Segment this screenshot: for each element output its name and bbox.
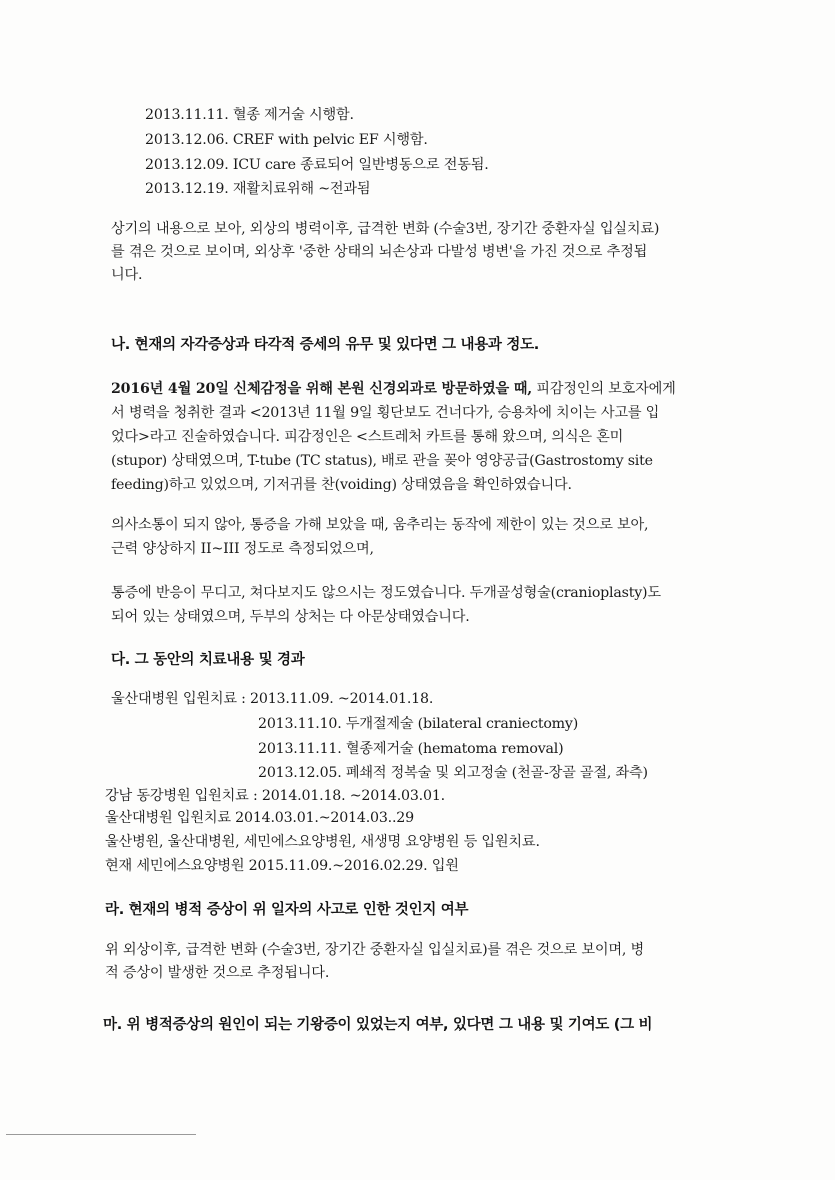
section-na-line: feeding)하고 있었으며, 기저귀를 찬(voiding) 상태였음을 확인하였습니다. (111, 477, 572, 493)
treatment-line: 울산대병원 입원치료 : 2013.11.09. ~2014.01.18. (111, 691, 434, 707)
section-heading-da: 다. 그 동안의 치료내용 및 경과 (111, 652, 305, 668)
section-na-line: 통증에 반응이 무디고, 쳐다보지도 않으시는 정도였습니다. 두개골성형술(cranioplasty)도 (111, 585, 661, 601)
section-na-line: 의사소통이 되지 않아, 통증을 가해 보았을 때, 움추리는 동작에 제한이 있는 것으로 보아, (111, 517, 649, 533)
page-edge-rule (6, 1134, 196, 1135)
treatment-line: 2013.11.10. 두개절제술 (bilateral craniectomy) (258, 716, 579, 732)
section-na-line: 었다>라고 진술하였습니다. 피감정인은 <스트레처 카트를 통해 왔으며, 의식은 혼미 (111, 429, 624, 445)
section-na-line: 되어 있는 상태였으며, 두부의 상처는 다 아문상태였습니다. (111, 609, 470, 625)
visit-date-rest: 피감정인의 보호자에게 (531, 381, 676, 397)
treatment-line: 강남 동강병원 입원치료 : 2014.01.18. ~2014.03.01. (105, 788, 445, 804)
summary-line: 를 겪은 것으로 보이며, 외상후 '중한 상태의 뇌손상과 다발성 병변'을 가진 것으로 추정됩 (111, 244, 648, 260)
section-na-line (111, 378, 676, 398)
history-line: 2013.12.19. 재활치료위해 ~전과됨 (145, 181, 371, 197)
section-na-line: 서 병력을 청취한 결과 <2013년 11월 9일 횡단보도 건너다가, 승용차에 치이는 사고를 입 (111, 405, 660, 421)
section-na-line: (stupor) 상태였으며, T-tube (TC status), 배로 관을 꽂아 영양공급(Gastrostomy site (111, 453, 653, 469)
treatment-line: 2013.12.05. 폐쇄적 정복술 및 외고정술 (천골-장골 골절, 좌측) (258, 765, 648, 781)
section-ra-line: 위 외상이후, 급격한 변화 (수술3번, 장기간 중환자실 입실치료)를 겪은 것으로 보이며, 병 (105, 942, 645, 958)
treatment-line: 현재 세민에스요양병원 2015.11.09.~2016.02.29. 입원 (105, 858, 459, 874)
section-na-line: 근력 양상하지 II~III 정도로 측정되었으며, (111, 541, 374, 557)
treatment-line: 울산병원, 울산대병원, 세민에스요양병원, 새생명 요양병원 등 입원치료. (105, 834, 540, 850)
section-heading-ma: 마. 위 병적증상의 원인이 되는 기왕증이 있었는지 여부, 있다면 그 내용 및 기여도 (그 비 (103, 1017, 653, 1033)
visit-date-bold: 2016년 4월 20일 신체감정을 위해 본원 신경외과로 방문하였을 때, (111, 381, 532, 397)
summary-line: 상기의 내용으로 보아, 외상의 병력이후, 급격한 변화 (수술3번, 장기간 중환자실 입실치료) (111, 221, 660, 237)
section-heading-na: 나. 현재의 자각증상과 타각적 증세의 유무 및 있다면 그 내용과 정도. (111, 337, 539, 353)
section-heading-ra: 라. 현재의 병적 증상이 위 일자의 사고로 인한 것인지 여부 (105, 902, 469, 918)
treatment-line: 2013.11.11. 혈종제거술 (hematoma removal) (258, 741, 564, 757)
history-line: 2013.11.11. 혈종 제거술 시행함. (145, 107, 354, 123)
summary-line: 니다. (111, 267, 143, 283)
history-line: 2013.12.06. CREF with pelvic EF 시행함. (145, 132, 428, 148)
section-ra-line: 적 증상이 발생한 것으로 추정됩니다. (105, 965, 330, 981)
history-line: 2013.12.09. ICU care 종료되어 일반병동으로 전동됨. (145, 157, 489, 173)
treatment-line: 울산대병원 입원치료 2014.03.01.~2014.03..29 (105, 810, 414, 826)
